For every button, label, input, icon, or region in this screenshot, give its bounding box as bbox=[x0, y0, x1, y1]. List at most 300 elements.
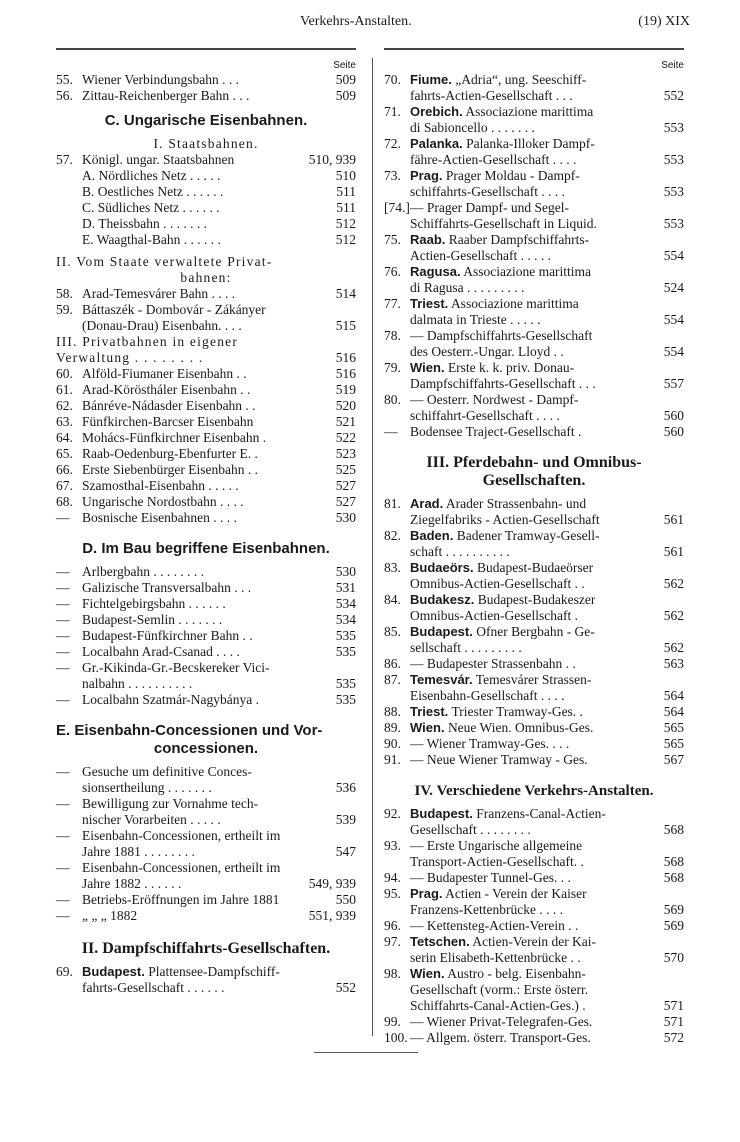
index-entry bbox=[384, 656, 684, 672]
page-ref: 568 bbox=[663, 854, 684, 869]
entry-text: des Oesterr.-Ungar. Lloyd . . bbox=[410, 344, 564, 359]
index-entry bbox=[384, 640, 684, 656]
entry-text: Fünfkirchen-Barcser Eisenbahn bbox=[82, 414, 254, 429]
entry-number: 78. bbox=[384, 328, 401, 343]
index-entry bbox=[384, 168, 684, 184]
index-entry bbox=[384, 392, 684, 408]
page-ref: 552 bbox=[663, 88, 684, 103]
page-ref bbox=[680, 966, 684, 982]
entry-text: Bánréve-Nádasder Eisenbahn . . bbox=[82, 398, 256, 413]
page-ref bbox=[680, 296, 684, 312]
index-entry bbox=[56, 764, 356, 780]
entry-text: Szamosthal-Eisenbahn . . . . . bbox=[82, 478, 239, 493]
entry-number: 99. bbox=[384, 1014, 401, 1029]
index-entry bbox=[56, 660, 356, 676]
entry-text: Galizische Transversalbahn . . . bbox=[82, 580, 252, 595]
entry-text: di Sabioncello . . . . . . . bbox=[410, 120, 535, 135]
page-ref: 554 bbox=[663, 248, 684, 263]
index-entry bbox=[56, 510, 356, 526]
subheading-line: bahnen: bbox=[180, 270, 232, 285]
entry-text: Budapest-Fünfkirchner Bahn . . bbox=[82, 628, 253, 643]
entries-staatsbahnen bbox=[56, 152, 356, 248]
section-heading-iii bbox=[384, 454, 684, 490]
entry-number: 96. bbox=[384, 918, 401, 933]
page-ref: 570 bbox=[663, 950, 684, 965]
index-entry bbox=[56, 692, 356, 708]
page-ref bbox=[680, 838, 684, 854]
index-entry bbox=[384, 950, 684, 966]
page-ref: 568 bbox=[663, 822, 684, 837]
entry-number: 85. bbox=[384, 624, 401, 639]
index-entry bbox=[384, 136, 684, 152]
page-ref bbox=[680, 592, 684, 608]
entry-number: 56. bbox=[56, 88, 73, 103]
index-entry bbox=[56, 152, 356, 168]
index-entry bbox=[384, 720, 684, 736]
entry-number: 64. bbox=[56, 430, 73, 445]
entry-text: Fichtelgebirgsbahn . . . . . . bbox=[82, 596, 226, 611]
entry-text: Schiffahrts-Canal-Actien-Ges.) . bbox=[410, 998, 586, 1013]
entry-text: Budapest-Semlin . . . . . . . bbox=[82, 612, 223, 627]
index-entry bbox=[56, 494, 356, 510]
page-ref: 552 bbox=[335, 980, 356, 995]
index-entry bbox=[56, 596, 356, 612]
entry-number: 84. bbox=[384, 592, 401, 607]
index-entry bbox=[56, 232, 356, 248]
page-ref bbox=[680, 200, 684, 216]
entry-text: Arad-Temesvárer Bahn . . . . bbox=[82, 286, 236, 301]
page-ref bbox=[680, 624, 684, 640]
entry-text: Erste Siebenbürger Eisenbahn . . bbox=[82, 462, 258, 477]
index-entry bbox=[384, 408, 684, 424]
page-ref: 557 bbox=[663, 376, 684, 391]
entry-number: 77. bbox=[384, 296, 401, 311]
index-entry bbox=[56, 980, 356, 996]
entry-place: Palanka. bbox=[410, 136, 463, 151]
entry-text: Bewilligung zur Vornahme tech- bbox=[82, 796, 259, 811]
footer-rule bbox=[314, 1052, 418, 1053]
page-ref: 564 bbox=[663, 688, 684, 703]
page-ref bbox=[680, 360, 684, 376]
entry-place: Fiume. bbox=[410, 72, 452, 87]
page-ref bbox=[680, 982, 684, 998]
page-ref: 514 bbox=[335, 286, 356, 301]
entries-im-bau bbox=[56, 564, 356, 708]
entry-number: — bbox=[56, 628, 70, 643]
entry-text: Alföld-Fiumaner Eisenbahn . . bbox=[82, 366, 247, 381]
entry-text: Wien. Austro - belg. Eisenbahn- bbox=[410, 966, 586, 981]
index-entry bbox=[384, 806, 684, 822]
heading-line: Gesellschaften. bbox=[482, 472, 586, 489]
entries-dampfschiffahrt bbox=[56, 964, 356, 996]
index-entry bbox=[384, 360, 684, 376]
entry-text: Budaeörs. Budapest-Budaeörser bbox=[410, 560, 594, 575]
entry-number: 58. bbox=[56, 286, 73, 301]
index-entry bbox=[384, 104, 684, 120]
index-entry bbox=[56, 184, 356, 200]
page-ref bbox=[680, 528, 684, 544]
entry-place: Baden. bbox=[410, 528, 454, 543]
heading-line: concessionen. bbox=[153, 740, 259, 757]
entry-place: Orebich. bbox=[410, 104, 463, 119]
page-ref: 554 bbox=[663, 344, 684, 359]
entry-text: Mohács-Fünfkirchner Eisenbahn . bbox=[82, 430, 267, 445]
entry-number: 65. bbox=[56, 446, 73, 461]
index-entry bbox=[384, 870, 684, 886]
entry-text: Gr.-Kikinda-Gr.-Becskereker Vici- bbox=[82, 660, 270, 675]
page-ref: 569 bbox=[663, 902, 684, 917]
page-ref: 516 bbox=[335, 350, 356, 365]
index-entry bbox=[56, 628, 356, 644]
section-heading-e bbox=[56, 722, 356, 758]
page-ref: 516 bbox=[335, 366, 356, 381]
header-rule-left bbox=[56, 48, 356, 50]
index-entry bbox=[56, 414, 356, 430]
heading-line: III. Pferdebahn- und Omnibus- bbox=[426, 454, 642, 471]
entry-number: 94. bbox=[384, 870, 401, 885]
entry-text: Localbahn Szatmár-Nagybánya . bbox=[82, 692, 260, 707]
entry-number: 98. bbox=[384, 966, 401, 981]
entry-text: — Wiener Tramway-Ges. . . . bbox=[410, 736, 570, 751]
page-ref: 562 bbox=[663, 576, 684, 591]
entry-text: Wien. Erste k. k. priv. Donau- bbox=[410, 360, 575, 375]
index-entry bbox=[56, 462, 356, 478]
entry-number: — bbox=[56, 892, 70, 907]
entry-text: Schiffahrts-Gesellschaft in Liquid. bbox=[410, 216, 597, 231]
index-entry bbox=[56, 382, 356, 398]
entry-number: 79. bbox=[384, 360, 401, 375]
page-ref bbox=[680, 104, 684, 120]
entry-text: Raab. Raaber Dampfschiffahrts- bbox=[410, 232, 590, 247]
right-column bbox=[384, 58, 684, 1046]
index-entry bbox=[56, 216, 356, 232]
entry-number: 72. bbox=[384, 136, 401, 151]
page-ref: 553 bbox=[663, 216, 684, 231]
page-ref: 527 bbox=[335, 494, 356, 509]
page-ref bbox=[680, 934, 684, 950]
page-ref: 522 bbox=[335, 430, 356, 445]
entry-text: Arad-Köröstháler Eisenbahn . . bbox=[82, 382, 251, 397]
page-ref: 572 bbox=[663, 1030, 684, 1045]
entry-text: Fiume. „Adria“, ung. Seeschiff- bbox=[410, 72, 587, 87]
index-entry bbox=[384, 886, 684, 902]
entries-verwaltet bbox=[56, 286, 356, 334]
index-entry bbox=[56, 88, 356, 104]
page-ref: 571 bbox=[663, 1014, 684, 1029]
page-ref bbox=[680, 886, 684, 902]
entry-text: Prag. Actien - Verein der Kaiser bbox=[410, 886, 587, 901]
entry-place: Budapest. bbox=[82, 964, 145, 979]
subheading-privatbahnen-verwaltet bbox=[56, 254, 356, 286]
page-ref: 554 bbox=[663, 312, 684, 327]
page-ref: 530 bbox=[335, 564, 356, 579]
page-ref: 563 bbox=[663, 656, 684, 671]
page-ref: 515 bbox=[335, 318, 356, 333]
index-entry bbox=[384, 280, 684, 296]
page-ref: 550 bbox=[335, 892, 356, 907]
entry-text: schaft . . . . . . . . . . bbox=[410, 544, 510, 559]
index-entry bbox=[56, 366, 356, 382]
entry-number: 70. bbox=[384, 72, 401, 87]
entry-text: Franzens-Kettenbrücke . . . . bbox=[410, 902, 563, 917]
entry-text: (Donau-Drau) Eisenbahn. . . . bbox=[82, 318, 242, 333]
page-ref: 562 bbox=[663, 640, 684, 655]
index-entry bbox=[384, 528, 684, 544]
entry-text: Palanka. Palanka-Illoker Dampf- bbox=[410, 136, 595, 151]
index-entry bbox=[384, 902, 684, 918]
page-ref bbox=[352, 796, 356, 812]
entry-number: 63. bbox=[56, 414, 73, 429]
entry-number: — bbox=[56, 612, 70, 627]
index-entry bbox=[56, 72, 356, 88]
index-entry bbox=[384, 982, 684, 998]
entry-number: 87. bbox=[384, 672, 401, 687]
entry-number: 88. bbox=[384, 704, 401, 719]
page-header bbox=[0, 8, 740, 36]
entry-text: schiffahrt-Gesellschaft . . . . bbox=[410, 408, 560, 423]
entry-text: E. Waagthal-Bahn . . . . . . bbox=[82, 232, 221, 247]
page-ref bbox=[680, 392, 684, 408]
index-entry bbox=[384, 544, 684, 560]
index-entry bbox=[384, 200, 684, 216]
entry-text: nalbahn . . . . . . . . . . bbox=[82, 676, 193, 691]
page-ref: 535 bbox=[335, 692, 356, 707]
entry-place: Tetschen. bbox=[410, 934, 470, 949]
index-entry bbox=[56, 612, 356, 628]
index-entry bbox=[384, 560, 684, 576]
entry-text: — Kettensteg-Actien-Verein . . bbox=[410, 918, 579, 933]
page-ref: 534 bbox=[335, 612, 356, 627]
running-title: Verkehrs-Anstalten. bbox=[300, 14, 412, 29]
entry-number: — bbox=[384, 424, 398, 439]
entry-number: 59. bbox=[56, 302, 73, 317]
page-ref: 510 bbox=[335, 168, 356, 183]
page-ref: 549, 939 bbox=[308, 876, 356, 891]
entry-text: Transport-Actien-Gesellschaft. . bbox=[410, 854, 584, 869]
entry-place: Budapest. bbox=[410, 806, 473, 821]
entry-text: Wiener Verbindungsbahn . . . bbox=[82, 72, 240, 87]
entry-text: B. Oestliches Netz . . . . . . bbox=[82, 184, 224, 199]
entries-verschiedene bbox=[384, 806, 684, 1046]
entry-number: 66. bbox=[56, 462, 73, 477]
entry-text: Actien-Gesellschaft . . . . . bbox=[410, 248, 551, 263]
page-ref: 551, 939 bbox=[308, 908, 356, 923]
page-ref: 535 bbox=[335, 628, 356, 643]
index-entry bbox=[56, 828, 356, 844]
subheading-line: III. Privatbahnen in eigener bbox=[56, 334, 239, 349]
index-entry bbox=[384, 934, 684, 950]
entry-text: — Prager Dampf- und Segel- bbox=[410, 200, 569, 215]
page-ref: 511 bbox=[336, 184, 356, 199]
page-ref: 560 bbox=[663, 408, 684, 423]
index-entry bbox=[384, 216, 684, 232]
section-heading-ii: II. Dampfschiffahrts-Gesellschaften. bbox=[81, 940, 331, 957]
page-ref bbox=[352, 660, 356, 676]
entry-text: Zittau-Reichenberger Bahn . . . bbox=[82, 88, 250, 103]
entry-text: Dampfschiffahrts-Gesellschaft . . . bbox=[410, 376, 596, 391]
index-entry bbox=[384, 328, 684, 344]
entry-place: Triest. bbox=[410, 704, 449, 719]
index-entry bbox=[56, 580, 356, 596]
entry-number: 71. bbox=[384, 104, 401, 119]
entry-number: — bbox=[56, 692, 70, 707]
entry-text: sionsertheilung . . . . . . . bbox=[82, 780, 212, 795]
index-entry bbox=[384, 376, 684, 392]
entry-place: Wien. bbox=[410, 966, 445, 981]
entries-privatbahnen bbox=[56, 366, 356, 526]
entry-text: D. Theissbahn . . . . . . . bbox=[82, 216, 207, 231]
entry-number: 83. bbox=[384, 560, 401, 575]
entry-place: Raab. bbox=[410, 232, 446, 247]
seite-label: Seite bbox=[661, 60, 684, 71]
page-ref: 569 bbox=[663, 918, 684, 933]
entry-text: Raab-Oedenburg-Ebenfurter E. . bbox=[82, 446, 258, 461]
entry-text: Jahre 1882 . . . . . . bbox=[82, 876, 182, 891]
index-entry bbox=[56, 676, 356, 692]
entry-text: — Neue Wiener Tramway - Ges. bbox=[410, 752, 588, 767]
entry-text: — Erste Ungarische allgemeine bbox=[410, 838, 583, 853]
entry-number: 62. bbox=[56, 398, 73, 413]
entry-number: 55. bbox=[56, 72, 73, 87]
page-ref bbox=[680, 264, 684, 280]
page-ref: 535 bbox=[335, 676, 356, 691]
page-ref: 520 bbox=[335, 398, 356, 413]
entry-number: 90. bbox=[384, 736, 401, 751]
entry-number: 97. bbox=[384, 934, 401, 949]
page-ref: 525 bbox=[335, 462, 356, 477]
entries-top bbox=[56, 72, 356, 104]
index-entry bbox=[384, 576, 684, 592]
entry-text: serin Elisabeth-Kettenbrücke . . bbox=[410, 950, 581, 965]
page-ref: 553 bbox=[663, 152, 684, 167]
page-ref: 510, 939 bbox=[308, 152, 356, 167]
page-ref: 521 bbox=[335, 414, 356, 429]
index-entry bbox=[56, 564, 356, 580]
index-entry bbox=[56, 286, 356, 302]
index-entry bbox=[56, 892, 356, 908]
page-ref: 535 bbox=[335, 644, 356, 659]
index-entry bbox=[384, 296, 684, 312]
entry-number: 76. bbox=[384, 264, 401, 279]
entry-number: — bbox=[56, 660, 70, 675]
index-entry bbox=[56, 876, 356, 892]
entry-text: Ragusa. Associazione marittima bbox=[410, 264, 592, 279]
seite-label: Seite bbox=[333, 60, 356, 71]
entry-place: Ragusa. bbox=[410, 264, 461, 279]
page-ref bbox=[680, 672, 684, 688]
entry-text: — Budapester Strassenbahn . . bbox=[410, 656, 576, 671]
entry-text: Arad. Arader Strassenbahn- und bbox=[410, 496, 587, 511]
index-entry bbox=[384, 512, 684, 528]
index-entry bbox=[384, 264, 684, 280]
entry-number: 60. bbox=[56, 366, 73, 381]
entry-place: Temesvár. bbox=[410, 672, 473, 687]
entry-text: Bodensee Traject-Gesellschaft . bbox=[410, 424, 582, 439]
entry-number: 92. bbox=[384, 806, 401, 821]
index-entry bbox=[384, 624, 684, 640]
page-ref bbox=[680, 560, 684, 576]
page-ref: 564 bbox=[663, 704, 684, 719]
index-entry bbox=[56, 644, 356, 660]
entries-concessionen bbox=[56, 764, 356, 924]
page-ref: 511 bbox=[336, 200, 356, 215]
index-entry bbox=[56, 796, 356, 812]
index-entry bbox=[384, 752, 684, 768]
index-entry bbox=[56, 200, 356, 216]
entry-text: Jahre 1881 . . . . . . . . bbox=[82, 844, 195, 859]
page-ref: 561 bbox=[663, 544, 684, 559]
entry-place: Triest. bbox=[410, 296, 449, 311]
section-heading-iv: IV. Verschiedene Verkehrs-Anstalten. bbox=[414, 783, 654, 799]
page-ref: 539 bbox=[335, 812, 356, 827]
page-ref bbox=[352, 764, 356, 780]
page-ref bbox=[352, 828, 356, 844]
entry-text: Bosnische Eisenbahnen . . . . bbox=[82, 510, 237, 525]
entries-dampfschiffahrt-cont bbox=[384, 72, 684, 440]
entry-text: Budapest. Ofner Bergbahn - Ge- bbox=[410, 624, 595, 639]
index-entry bbox=[56, 318, 356, 334]
page-ref bbox=[680, 136, 684, 152]
entry-number: — bbox=[56, 580, 70, 595]
page-ref bbox=[352, 860, 356, 876]
index-entry bbox=[56, 964, 356, 980]
entry-text: Temesvár. Temesvárer Strassen- bbox=[410, 672, 592, 687]
entry-place: Budapest. bbox=[410, 624, 473, 639]
entry-number: — bbox=[56, 860, 70, 875]
index-entry bbox=[384, 592, 684, 608]
entry-text: Betriebs-Eröffnungen im Jahre 1881 bbox=[82, 892, 280, 907]
index-entry bbox=[56, 908, 356, 924]
index-entry bbox=[56, 430, 356, 446]
index-entry bbox=[384, 496, 684, 512]
index-entry bbox=[56, 446, 356, 462]
entry-text: Königl. ungar. Staatsbahnen bbox=[82, 152, 235, 167]
entries-pferdebahn bbox=[384, 496, 684, 768]
section-heading-c: C. Ungarische Eisenbahnen. bbox=[104, 112, 308, 129]
page-ref: 571 bbox=[663, 998, 684, 1013]
index-entry bbox=[384, 232, 684, 248]
column-divider bbox=[372, 58, 373, 1036]
entry-text: fähre-Actien-Gesellschaft . . . . bbox=[410, 152, 577, 167]
index-entry bbox=[56, 478, 356, 494]
entry-number: 86. bbox=[384, 656, 401, 671]
entry-text: Budapest. Franzens-Canal-Actien- bbox=[410, 806, 606, 821]
index-entry bbox=[56, 812, 356, 828]
entry-text: Gesuche um definitive Conces- bbox=[82, 764, 252, 779]
entry-number: — bbox=[56, 510, 70, 525]
index-entry bbox=[384, 672, 684, 688]
entry-number: 67. bbox=[56, 478, 73, 493]
entry-text: Ziegelfabriks - Actien-Gesellschaft bbox=[410, 512, 600, 527]
entry-place: Wien. bbox=[410, 360, 445, 375]
entry-text: Omnibus-Actien-Gesellschaft . . bbox=[410, 576, 585, 591]
entry-number: 91. bbox=[384, 752, 401, 767]
index-entry bbox=[384, 998, 684, 1014]
entry-text: — Dampfschiffahrts-Gesellschaft bbox=[410, 328, 593, 343]
index-entry bbox=[384, 88, 684, 104]
subheading-privatbahnen-eigene bbox=[56, 334, 356, 366]
page-ref: 512 bbox=[335, 216, 356, 231]
index-entry bbox=[56, 780, 356, 796]
entry-text: di Ragusa . . . . . . . . . bbox=[410, 280, 525, 295]
entry-text: Arlbergbahn . . . . . . . . bbox=[82, 564, 204, 579]
entry-text: fahrts-Gesellschaft . . . . . . bbox=[82, 980, 225, 995]
index-entry bbox=[384, 1014, 684, 1030]
page-ref: 519 bbox=[335, 382, 356, 397]
index-entry bbox=[384, 184, 684, 200]
entry-text: Budapest. Plattensee-Dampfschiff- bbox=[82, 964, 280, 979]
entry-number: 68. bbox=[56, 494, 73, 509]
